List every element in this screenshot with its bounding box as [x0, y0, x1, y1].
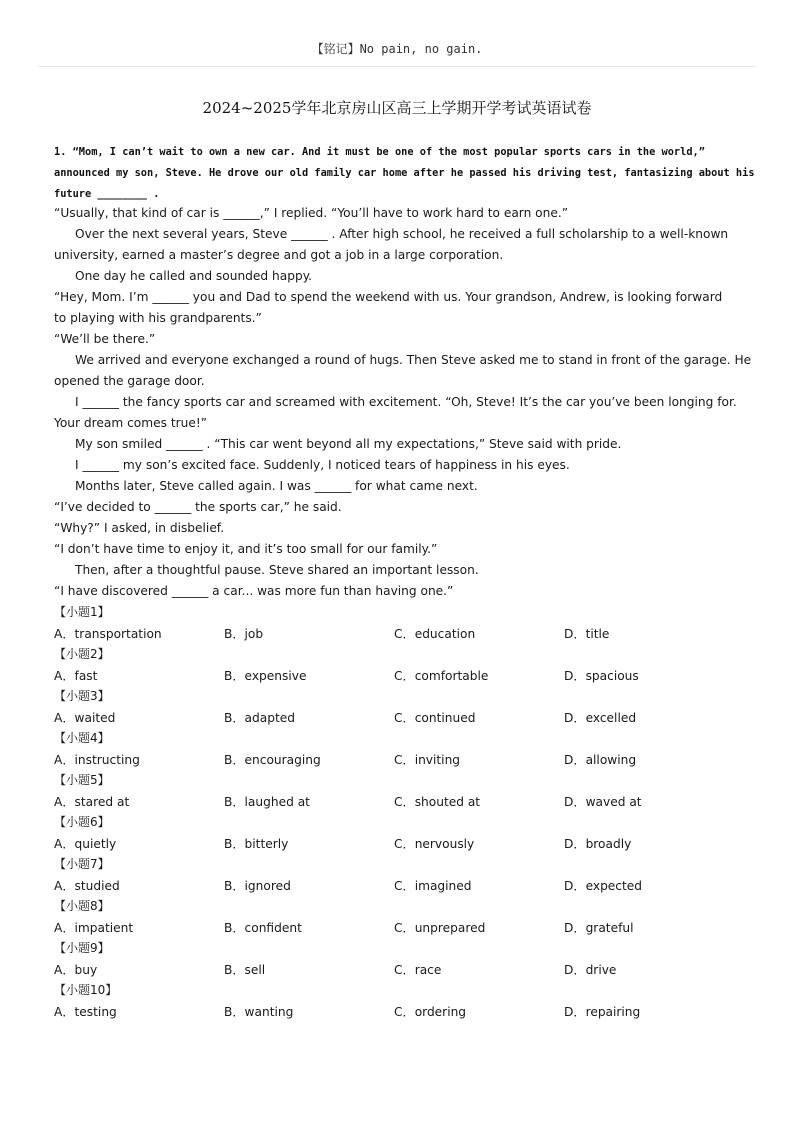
answer-option[interactable]: B．job — [224, 627, 264, 641]
answer-option[interactable]: A．impatient — [54, 921, 134, 935]
question-label: 【小题2】 — [54, 647, 110, 661]
passage-line: “I don’t have time to enjoy it, and it’s too small for our family.” — [54, 542, 438, 556]
passage-line: My son smiled ______ . “This car went beyond all my expectations,” Steve said with pride. — [75, 437, 622, 451]
answer-option[interactable]: D．excelled — [564, 711, 637, 725]
answer-option[interactable]: B．ignored — [224, 879, 291, 893]
answer-option[interactable]: D．spacious — [564, 669, 639, 683]
answer-option[interactable]: D．allowing — [564, 753, 637, 767]
answer-option[interactable]: B．wanting — [224, 1005, 294, 1019]
answer-option[interactable]: B．sell — [224, 963, 266, 977]
passage-line: university, earned a master’s degree and got a job in a large corporation. — [54, 248, 504, 262]
passage-line: I ______ the fancy sports car and screamed with excitement. “Oh, Steve! It’s the car you’ve been longing for. — [75, 395, 737, 409]
answer-option[interactable]: B．encouraging — [224, 753, 321, 767]
question-label: 【小题4】 — [54, 731, 110, 745]
answer-option[interactable]: A．fast — [54, 669, 98, 683]
question-label: 【小题9】 — [54, 941, 110, 955]
answer-option[interactable]: D．broadly — [564, 837, 632, 851]
answer-option[interactable]: B．confident — [224, 921, 302, 935]
answer-option[interactable]: D．repairing — [564, 1005, 641, 1019]
answer-option[interactable]: C．shouted at — [394, 795, 481, 809]
passage-line: “Usually, that kind of car is ______,” I replied. “You’ll have to work hard to earn one.” — [54, 206, 569, 220]
intro-line: future ________ . — [54, 188, 160, 200]
answer-option[interactable]: A．waited — [54, 711, 116, 725]
answer-option[interactable]: B．expensive — [224, 669, 307, 683]
passage-line: I ______ my son’s excited face. Suddenly, I noticed tears of happiness in his eyes. — [75, 458, 570, 472]
answer-option[interactable]: C．ordering — [394, 1005, 467, 1019]
passage-line: “We’ll be there.” — [54, 332, 156, 346]
passage-line: We arrived and everyone exchanged a round of hugs. Then Steve asked me to stand in front of the garage. He — [75, 353, 752, 367]
answer-option[interactable]: A．testing — [54, 1005, 117, 1019]
passage-line: “I have discovered ______ a car... was more fun than having one.” — [54, 584, 454, 598]
answer-option[interactable]: C．imagined — [394, 879, 472, 893]
passage-line: Over the next several years, Steve ______ . After high school, he received a full scholarship to a well-known — [75, 227, 729, 241]
answer-option[interactable]: B．bitterly — [224, 837, 289, 851]
answer-option[interactable]: D．drive — [564, 963, 617, 977]
passage-line: to playing with his grandparents.” — [54, 311, 262, 325]
answer-option[interactable]: D．grateful — [564, 921, 634, 935]
answer-option[interactable]: A．buy — [54, 963, 98, 977]
answer-option[interactable]: B．adapted — [224, 711, 295, 725]
answer-option[interactable]: C．continued — [394, 711, 476, 725]
passage-line: “Hey, Mom. I’m ______ you and Dad to spend the weekend with us. Your grandson, Andrew, is looking forward — [54, 290, 723, 304]
header-divider — [38, 66, 756, 67]
answer-option[interactable]: A．instructing — [54, 753, 140, 767]
answer-option[interactable]: A．quietly — [54, 837, 117, 851]
question-label: 【小题10】 — [54, 983, 118, 997]
question-label: 【小题8】 — [54, 899, 110, 913]
passage-line: opened the garage door. — [54, 374, 205, 388]
answer-option[interactable]: C．unprepared — [394, 921, 486, 935]
answer-option[interactable]: A．transportation — [54, 627, 162, 641]
page-header-motto: 【铭记】No pain, no gain. — [311, 42, 483, 56]
passage-line: Your dream comes true!” — [54, 416, 208, 430]
question-label: 【小题3】 — [54, 689, 110, 703]
question-label: 【小题6】 — [54, 815, 110, 829]
answer-option[interactable]: C．education — [394, 627, 476, 641]
answer-option[interactable]: D．waved at — [564, 795, 642, 809]
passage-line: One day he called and sounded happy. — [75, 269, 313, 283]
answer-option[interactable]: D．expected — [564, 879, 643, 893]
passage-line: “I’ve decided to ______ the sports car,” he said. — [54, 500, 342, 514]
question-label: 【小题1】 — [54, 605, 110, 619]
passage-line: Then, after a thoughtful pause. Steve shared an important lesson. — [75, 563, 479, 577]
intro-line: 1. “Mom, I can’t wait to own a new car. And it must be one of the most popular sports cars in the world,” — [54, 146, 705, 158]
answer-option[interactable]: C．inviting — [394, 753, 461, 767]
passage-line: “Why?” I asked, in disbelief. — [54, 521, 225, 535]
exam-title: 2024~2025学年北京房山区高三上学期开学考试英语试卷 — [202, 99, 592, 117]
answer-option[interactable]: B．laughed at — [224, 795, 310, 809]
answer-option[interactable]: D．title — [564, 627, 610, 641]
answer-option[interactable]: A．stared at — [54, 795, 130, 809]
question-label: 【小题5】 — [54, 773, 110, 787]
passage-line: Months later, Steve called again. I was ______ for what came next. — [75, 479, 478, 493]
answer-option[interactable]: C．comfortable — [394, 669, 489, 683]
intro-line: announced my son, Steve. He drove our old family car home after he passed his driving test, fantasizing about his — [54, 167, 755, 179]
answer-option[interactable]: C．nervously — [394, 837, 475, 851]
answer-option[interactable]: A．studied — [54, 879, 120, 893]
question-label: 【小题7】 — [54, 857, 110, 871]
answer-option[interactable]: C．race — [394, 963, 442, 977]
